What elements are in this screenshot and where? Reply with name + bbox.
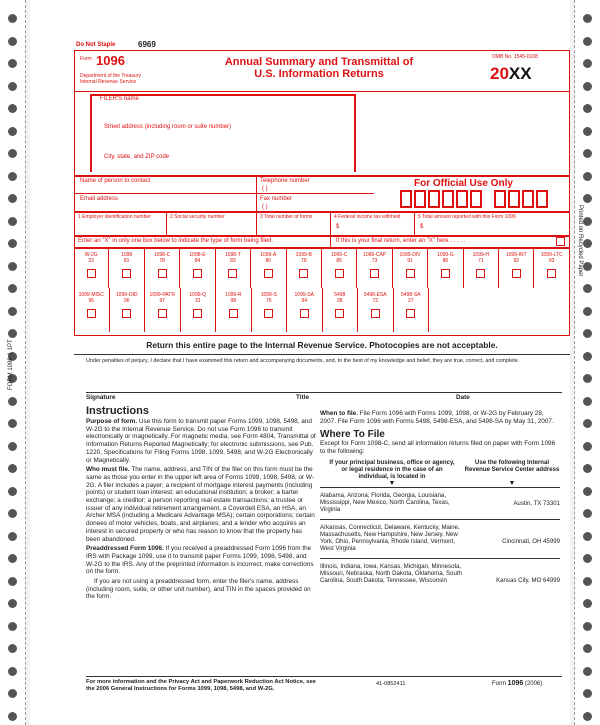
form-type-checkbox[interactable] (158, 269, 167, 278)
form-type-cell (499, 248, 534, 288)
tractor-hole (8, 712, 17, 721)
form-type-checkbox[interactable] (335, 269, 344, 278)
tractor-hole (8, 262, 17, 271)
form-type-cell (428, 248, 463, 288)
where-row-1 (320, 487, 560, 519)
form-type-cell (216, 288, 252, 332)
tractor-hole (583, 374, 592, 383)
form-type-cell (110, 288, 146, 332)
box4-dollar: $ (336, 224, 340, 230)
form-1096-page (30, 0, 570, 725)
form-type-code: 96 (123, 298, 130, 304)
form-type-code: 78 (159, 258, 165, 264)
form-type-checkbox[interactable] (193, 269, 202, 278)
contact-hline (74, 193, 374, 194)
tractor-hole (8, 464, 17, 473)
tractor-hole (583, 37, 592, 46)
form-type-cell (358, 288, 394, 332)
tractor-hole (8, 284, 17, 293)
where-to-file-table: If your principal business, office or agency, or legal residence in the case of an individual, is located in Use the following Internal Revenue Service Center address ▼ ▼ Alabama, Arizona, Florida, Georgia, Louisiana, Mississippi, New Mexico, North Carolina, Texas, Virginia Austin, TX 73301 Arkansas, Connecticut, Delaware, Kentucky, Maine, Massachusetts, New Hampshire, New Jersey, New York, Ohio, Pennsylvania, Rhode Island, Vermont, West Virginia Cincinnati, OH 45999 Illinois, Indiana, Iowa, Kansas, Michigan, Minnesota, Missouri, Nebraska, North Dakota, Oklahoma, South Carolina, South Dakota, Tennessee, Wisconsin Kansas City, MO 64999 (320, 459, 560, 588)
form-type-cell (216, 248, 251, 288)
footer-form-label: Form (492, 681, 506, 687)
form-type-code: 73 (371, 258, 378, 264)
where-col1-head: If your principal business, office or agency, or legal residence in the case of an individual, is located in (329, 458, 455, 480)
form-type-code: 85 (336, 258, 342, 264)
form-type-name: 1099-CAP (363, 252, 387, 258)
form-type-code: 97 (159, 298, 166, 304)
footer-form (492, 680, 542, 687)
tractor-hole (583, 239, 592, 248)
form-type-name: 1099-S (260, 292, 277, 298)
not-preaddressed-paragraph: If you are not using a preaddressed form, enter the filer's name, address (including room, suite, or other unit number), and TIN in the spaces provided on the form. (86, 578, 311, 601)
form-type-code: 95 (88, 298, 95, 304)
form-type-name: W-2G (84, 252, 98, 258)
purpose-lead: Purpose of form. (86, 418, 138, 425)
tractor-hole (583, 284, 592, 293)
where-header-row (320, 459, 560, 480)
box5-dollar: $ (420, 224, 424, 230)
instructions-left (86, 405, 316, 601)
where-center: Cincinnati, OH 45999 (502, 537, 560, 545)
where-row-2 (320, 519, 560, 558)
where-states: Alabama, Arizona, Florida, Georgia, Louisiana, Mississippi, New Mexico, North Carolina, Texas, Virginia (320, 491, 450, 513)
batch-code: 6969 (138, 40, 156, 49)
form-type-cell (534, 248, 569, 288)
telephone-label[interactable]: Telephone number (260, 178, 310, 184)
instructions-right (320, 410, 560, 588)
form-type-cell (180, 248, 215, 288)
footer-code: 41-0852411 (376, 681, 406, 687)
form-type-code: 32 (88, 258, 94, 264)
form-type-name: 1099-SA (294, 292, 314, 298)
telephone-parens: ( ) (262, 186, 268, 192)
tractor-hole (583, 509, 592, 518)
box4-federal-tax[interactable]: 4 Federal income tax withheld (334, 214, 401, 220)
contact-person-label[interactable]: Name of person to contact (80, 178, 151, 184)
form-type-name: 1099-C (330, 252, 348, 258)
when-text: File Form 1096 with Forms 1099, 1098, or W-2G by February 28, 2007. File Form 1096 with Forms 5498, 5498-ESA, and 5498-SA by May 31, 2007. (320, 410, 554, 425)
form-type-checkbox[interactable] (87, 309, 96, 318)
form-type-code: 28 (336, 298, 343, 304)
enter-x-instruction: Enter an "X" in only one box below to indicate the type of form being filed. (78, 238, 274, 244)
form-number: 1096 (96, 53, 125, 68)
form-type-name: 1099-G (437, 252, 454, 258)
box1-employer-id[interactable]: 1 Employer identification number (78, 214, 151, 220)
tractor-hole (583, 59, 592, 68)
where-col2-head: Use the following Internal Revenue Service Center address (464, 458, 560, 473)
tax-year (490, 64, 532, 84)
form-type-cell (393, 248, 428, 288)
where-center: Austin, TX 73301 (513, 499, 560, 507)
tractor-hole (8, 104, 17, 113)
form-type-name: 1099-OID (115, 292, 138, 298)
signature-label[interactable]: Signature (86, 394, 116, 401)
tractor-hole (583, 397, 592, 406)
fax-label[interactable]: Fax number (260, 196, 293, 202)
street-address-label: Street address (including room or suite number) (104, 124, 232, 130)
form-type-code: 81 (123, 258, 130, 264)
tractor-hole (583, 464, 592, 473)
form-type-code: 31 (194, 298, 201, 304)
form-type-code: 75 (265, 298, 272, 304)
where-to-file-heading: Where To File (320, 429, 385, 441)
tractor-hole (583, 172, 592, 181)
department-label: Department of the Treasury Internal Revenue Service (80, 73, 141, 85)
tractor-hole (583, 622, 592, 631)
form-type-cell (394, 288, 430, 332)
form-type-row-1 (74, 248, 570, 288)
form-type-name: 1099-R (225, 292, 242, 298)
tractor-hole (8, 599, 17, 608)
tractor-hole (8, 239, 17, 248)
official-use-boxes (400, 190, 560, 210)
tractor-hole (583, 644, 592, 653)
official-use-label: For Official Use Only (414, 178, 513, 189)
title-line-2: U.S. Information Returns (254, 68, 384, 80)
form-type-cell (145, 248, 180, 288)
city-state-zip-label[interactable]: City, state, and ZIP code (104, 154, 170, 160)
tractor-hole (8, 442, 17, 451)
where-states: Illinois, Indiana, Iowa, Kansas, Michigan, Minnesota, Missouri, Nebraska, North Dakota, Oklahoma, South Carolina, South Dakota, Tennessee, Wisconsin (320, 562, 462, 584)
tractor-hole (583, 262, 592, 271)
tractor-hole (583, 307, 592, 316)
form-type-name: 5498-SA (401, 292, 421, 298)
form-type-name: 1099-PATR (149, 292, 175, 298)
form-type-name: 1099-MISC (78, 292, 104, 298)
title-line-1: Annual Summary and Transmittal of (224, 56, 414, 68)
form-type-checkbox[interactable] (193, 309, 202, 318)
tractor-hole (8, 397, 17, 406)
tractor-hole (583, 419, 592, 428)
form-type-cell (251, 248, 286, 288)
form-type-code: 98 (230, 298, 237, 304)
form-type-cell (145, 288, 181, 332)
tractor-hole (8, 127, 17, 136)
tractor-hole (8, 37, 17, 46)
who-text: The name, address, and TIN of the filer on this form must be the same as those you enter in the upper left area of Forms 1099, 1098, 5498, or W-2G. A filer includes a payer; a recipient of mortgage interest payments (including points) or student loan interest; an educational institution; a broker; a barter exchange; a creditor; a person reporting real estate transactions; a trustee or issuer of any individual retirement arrangement, a Coverdell ESA, an HSA, an Archer MSA (including a Medicare Advantage MSA); certain corporations; certain donees of motor vehicles, boats, and airplanes; and a lender who acquires an interest in secured property or who has reason to know that the property has been abandoned. (86, 466, 315, 543)
form-type-checkbox[interactable] (441, 269, 450, 278)
purpose-paragraph (86, 418, 316, 464)
left-side-label: FORM 1096-1 1PT (8, 339, 14, 390)
form-type-code: 86 (442, 258, 449, 264)
tractor-hole (583, 442, 592, 451)
fax-parens: ( ) (262, 204, 268, 210)
tractor-hole (8, 577, 17, 586)
form-type-checkbox[interactable] (547, 269, 556, 278)
form-type-checkbox[interactable] (299, 269, 308, 278)
tractor-hole (8, 307, 17, 316)
tractor-hole (583, 352, 592, 361)
form-type-name: 1099-DIV (399, 252, 421, 258)
when-lead: When to file. (320, 410, 358, 417)
tractor-hole (583, 127, 592, 136)
form-type-name: 1099-H (472, 252, 490, 258)
form-type-checkbox[interactable] (371, 309, 380, 318)
form-type-cell (287, 248, 322, 288)
omb-number: OMB No. 1545-0108 (492, 54, 538, 60)
form-type-code: 71 (478, 258, 484, 264)
preaddressed-lead: Preaddressed Form 1096. (86, 545, 164, 553)
form-type-checkbox[interactable] (122, 269, 131, 278)
email-label[interactable]: Email address (80, 196, 119, 202)
tractor-hole (8, 532, 17, 541)
year-suffix: XX (508, 64, 532, 83)
form-type-cell (357, 248, 392, 288)
year-prefix: 20 (490, 64, 509, 83)
form-type-code: 79 (300, 258, 307, 264)
box2-ssn[interactable]: 2 Social security number (170, 214, 225, 220)
where-row-3 (320, 558, 560, 588)
form-type-checkbox[interactable] (264, 309, 273, 318)
tractor-hole (583, 712, 592, 721)
instructions-heading: Instructions (86, 405, 149, 417)
tractor-hole (8, 554, 17, 563)
form-type-row-2 (74, 288, 429, 332)
tractor-hole (8, 172, 17, 181)
form-type-name: 1098-E (189, 252, 206, 258)
tractor-hole (8, 59, 17, 68)
tractor-hole (583, 14, 592, 23)
tractor-hole (8, 82, 17, 91)
perjury-statement: Under penalties of perjury, I declare that I have examined this return and accompanying documents, and, to the best of my knowledge and belief, they are true, correct, and complete. (86, 358, 520, 364)
box5-total-amount[interactable]: 5 Total amount reported with this Form 1096 (418, 214, 516, 220)
form-type-checkbox[interactable] (228, 269, 237, 278)
where-center: Kansas City, MO 64999 (496, 576, 560, 584)
filer-name-label: FILER'S name (100, 96, 139, 102)
form-type-name: 1099-LTC (540, 252, 563, 258)
tractor-hole (8, 644, 17, 653)
form-type-name: 1098-C (153, 252, 171, 258)
tractor-hole (8, 194, 17, 203)
tractor-hole (8, 689, 17, 698)
tractor-hole (8, 329, 17, 338)
do-not-staple: Do Not Staple (76, 42, 116, 48)
form-type-checkbox[interactable] (229, 309, 238, 318)
form-type-code: 83 (230, 258, 236, 264)
form-label: Form (80, 56, 92, 62)
form-type-cell (181, 288, 217, 332)
return-note: Return this entire page to the Internal Revenue Service. Photocopies are not acceptable. (146, 340, 498, 350)
form-type-code: 72 (372, 298, 379, 304)
form-type-name: 1099-INT (505, 252, 527, 258)
tractor-hole (583, 577, 592, 586)
form-type-checkbox[interactable] (122, 309, 131, 318)
form-type-code: 93 (548, 258, 555, 264)
tractor-hole (583, 487, 592, 496)
final-return-label: If this is your final return, enter an "X" here . . . . . (336, 238, 466, 244)
form-type-checkbox[interactable] (512, 269, 521, 278)
footer-year: (2006) (524, 681, 543, 687)
form-type-cell (74, 288, 110, 332)
form-type-name: 5498 (334, 292, 346, 298)
form-type-checkbox[interactable] (300, 309, 309, 318)
final-return-checkbox[interactable] (556, 237, 565, 246)
footer-form-number: 1096 (507, 680, 524, 687)
preaddressed-paragraph (86, 545, 316, 576)
tractor-hole (583, 104, 592, 113)
form-type-cell (252, 288, 288, 332)
form-type-cell (74, 248, 109, 288)
form-type-checkbox[interactable] (87, 269, 96, 278)
form-type-checkbox[interactable] (158, 309, 167, 318)
form-type-name: 5498-ESA (363, 292, 387, 298)
form-type-cell (109, 248, 144, 288)
form-type-cell (323, 288, 359, 332)
form-type-code: 94 (301, 298, 308, 304)
form-type-checkbox[interactable] (406, 309, 415, 318)
where-intro: Except for Form 1098-C, send all information returns filed on paper with Form 1096 to the following: (320, 440, 556, 456)
preaddressed-text: If you received a preaddressed Form 1096 from the IRS with Package 1099, use it to transmit paper Forms 1099, 1098, 5498, and W-2G to the IRS. Any of the preprinted information is incorrect, make corrections on the form. (86, 545, 314, 576)
contact-divider (256, 176, 257, 212)
purpose-text: Use this form to transmit paper Forms 1099, 1098, 5498, and W-2G to the Internal Revenue Service. Do not use Form 1096 to transmit electronically or magnetically. For magnetic media, see Form 4804, Transmittal of Information Returns Reported Magnetically; for electronic submissions, see Pub. 1220, Specifications for Filing Forms 1098, 1099, 5498, and W-2G Electronically or Magnetically. (86, 418, 316, 464)
title-label[interactable]: Title (296, 394, 310, 401)
right-side-label: Printed on Recycled Paper (577, 205, 583, 277)
form-type-cell (322, 248, 357, 288)
who-must-file-paragraph (86, 466, 316, 543)
tractor-hole (583, 82, 592, 91)
tractor-hole (583, 599, 592, 608)
tractor-hole (8, 149, 17, 158)
tractor-hole (8, 419, 17, 428)
form-type-code: 91 (407, 258, 413, 264)
form-type-checkbox[interactable] (476, 269, 485, 278)
form-type-cell (287, 288, 323, 332)
form-type-name: 1098-T (224, 252, 241, 258)
tractor-hole (8, 487, 17, 496)
right-tractor-strip (574, 0, 600, 725)
form-type-code: 27 (407, 298, 414, 304)
when-to-file-paragraph (320, 410, 560, 425)
tractor-hole (8, 509, 17, 518)
tractor-hole (8, 217, 17, 226)
tractor-hole (583, 689, 592, 698)
form-type-checkbox[interactable] (406, 269, 415, 278)
tractor-hole (583, 667, 592, 676)
where-states: Arkansas, Connecticut, Delaware, Kentucky, Maine, Massachusetts, New Hampshire, New Jersey, New York, Ohio, Pennsylvania, Rhode Island, Vermont, West Virginia (320, 523, 460, 552)
tractor-hole (583, 149, 592, 158)
date-label[interactable]: Date (456, 394, 470, 401)
tractor-hole (8, 14, 17, 23)
form-title (154, 56, 484, 80)
form-type-code: 80 (265, 258, 272, 264)
form-type-code: 92 (513, 258, 520, 264)
form-type-name: 1099-A (260, 252, 277, 258)
who-lead: Who must file. (86, 466, 130, 474)
tractor-hole (8, 622, 17, 631)
tractor-hole (583, 532, 592, 541)
tractor-hole (583, 329, 592, 338)
form-type-cell (464, 248, 499, 288)
form-type-code: 84 (194, 258, 201, 264)
form-type-name: 1099-Q (189, 292, 207, 298)
tractor-hole (583, 217, 592, 226)
tractor-hole (583, 194, 592, 203)
tractor-hole (583, 554, 592, 563)
form-type-checkbox[interactable] (370, 269, 379, 278)
form-type-checkbox[interactable] (335, 309, 344, 318)
privacy-notice: For more information and the Privacy Act and Paperwork Reduction Act Notice, see the 2006 General Instructions for Forms 1099, 1098, 5498, and W-2G. (86, 679, 316, 692)
box3-total-forms[interactable]: 3 Total number of forms (260, 214, 313, 220)
form-type-name: 1099-B (295, 252, 312, 258)
form-type-name: 1098 (121, 252, 133, 258)
form-type-checkbox[interactable] (264, 269, 273, 278)
tractor-hole (8, 667, 17, 676)
